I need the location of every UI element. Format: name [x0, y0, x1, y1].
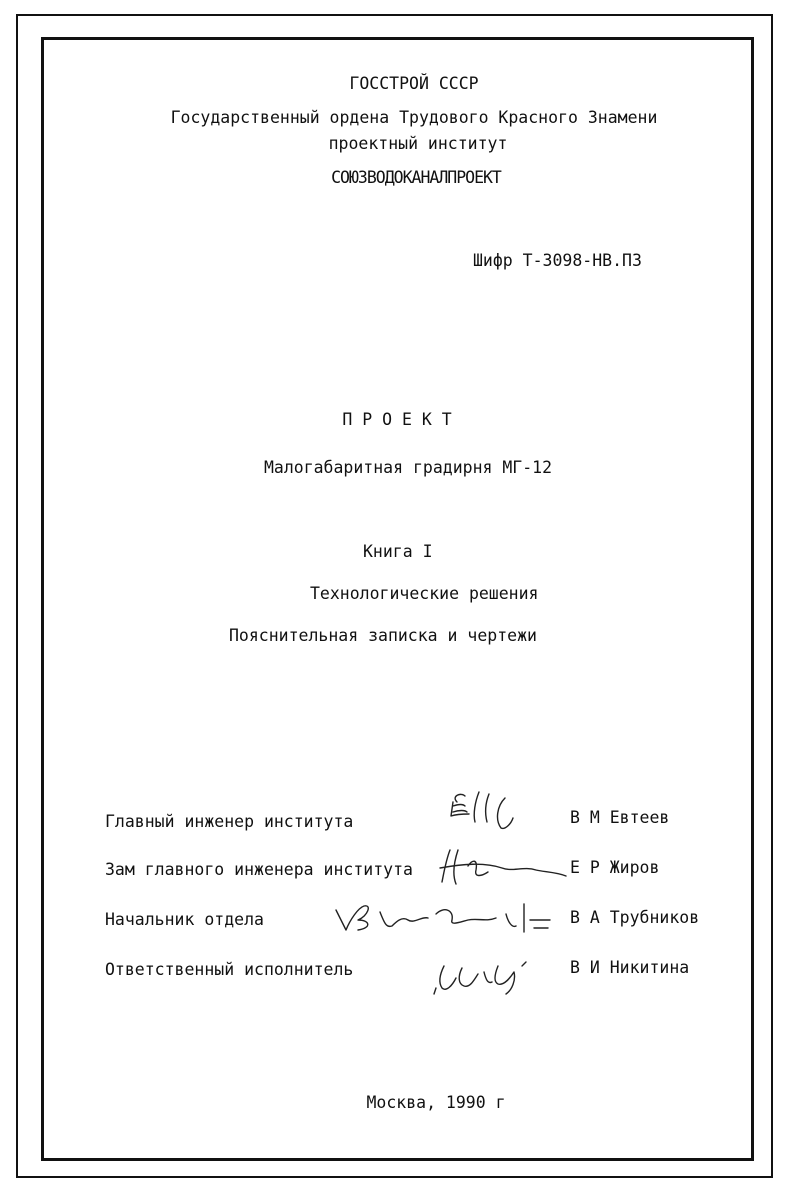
- signatory-name: В И Никитина: [570, 958, 690, 977]
- place-and-year: Москва, 1990 г: [366, 1093, 506, 1112]
- institute-line-2: проектный институт: [328, 134, 508, 153]
- book-number: Книга I: [363, 542, 433, 561]
- signatory-position: Начальник отдела: [105, 910, 264, 929]
- ministry-name: ГОССТРОЙ СССР: [349, 74, 479, 93]
- institute-line-1: Государственный ордена Трудового Красного Знамени: [170, 108, 658, 127]
- signature-3: [328, 892, 558, 942]
- institute-name: СОЮЗВОДОКАНАЛПРОЕКТ: [331, 168, 501, 187]
- signature-4: [432, 952, 532, 998]
- document-code: Шифр Т-3098-НВ.ПЗ: [473, 251, 642, 270]
- signatory-position: Главный инженер института: [105, 812, 354, 831]
- signatory-name: В А Трубников: [570, 908, 700, 927]
- document-heading: П Р О Е К Т: [342, 410, 452, 429]
- project-title: Малогабаритная градирня МГ-12: [263, 458, 553, 477]
- document-subtitle: Пояснительная записка и чертежи: [229, 626, 537, 645]
- section-title: Технологические решения: [310, 584, 539, 603]
- signatory-name: Е Р Жиров: [570, 858, 660, 877]
- signature-1: [445, 780, 525, 840]
- signature-2: [432, 842, 572, 890]
- signatory-position: Ответственный исполнитель: [105, 960, 354, 979]
- signatory-position: Зам главного инженера института: [105, 860, 413, 879]
- signatory-name: В М Евтеев: [570, 808, 670, 827]
